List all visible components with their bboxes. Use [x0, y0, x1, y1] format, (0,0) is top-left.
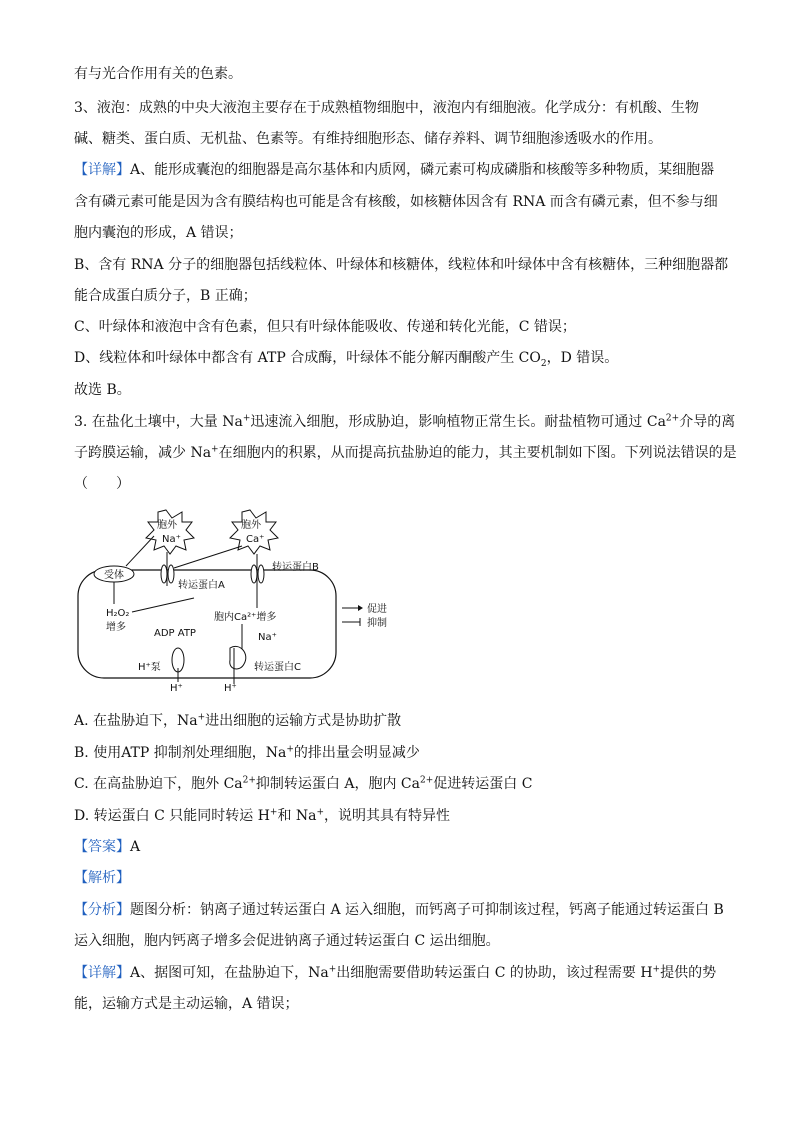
h2o2-label: H₂O₂: [106, 608, 130, 619]
legend-inhibit-label: 抑制: [367, 618, 387, 629]
question-3: 子跨膜运输，减少 Na+在细胞内的积累，从而提高抗盐胁迫的能力，其主要机制如下图。下列说法错误的是: [74, 444, 737, 461]
text-line: 3、液泡：成熟的中央大液泡主要存在于成熟植物细胞中，液泡内有细胞液。化学成分：有机酸、生物: [74, 100, 699, 116]
ca-label: Ca⁺: [246, 534, 265, 545]
outside-na-burst: [146, 510, 194, 554]
option-b: B. 使用ATP 抑制剂处理细胞，Na+的排出量会明显减少: [74, 744, 420, 761]
text-line: 含有磷元素可能是因为含有膜结构也可能是含有核酸，如核糖体因含有 RNA 而含有磷元素，但不参与细: [74, 194, 718, 210]
text-line: C、叶绿体和液泡中含有色素，但只有叶绿体能吸收、传递和转化光能，C 错误；: [74, 319, 576, 335]
legend-promote-head: [358, 605, 363, 611]
text-line: 能合成蛋白质分子，B 正确；: [74, 288, 257, 304]
h-label-1: H⁺: [170, 683, 183, 693]
arrow-h2o2-promote: [132, 598, 194, 612]
analysis-heading: 【解析】: [74, 870, 130, 886]
answer-line: 【答案】A: [74, 839, 141, 855]
diagram-svg: [74, 508, 394, 693]
na-in-label: Na⁺: [258, 632, 277, 643]
text-line: 胞内囊泡的形成，A 错误；: [74, 225, 243, 241]
protein-c: [230, 646, 246, 669]
na-label: Na⁺: [162, 534, 181, 545]
legend-promote-label: 促进: [367, 604, 387, 615]
h2o2-more-label: 增多: [106, 622, 126, 633]
arrow-na-receptor: [126, 536, 154, 566]
option-a: A. 在盐胁迫下，Na+进出细胞的运输方式是协助扩散: [74, 712, 402, 729]
adp-atp-label: ADP ATP: [154, 628, 196, 639]
receptor-label: 受体: [104, 570, 124, 581]
protein-b-right: [258, 565, 264, 583]
text-line: 【详解】A、能形成囊泡的细胞器是高尔基体和内质网，磷元素可构成磷脂和核酸等多种物质，某细胞器: [74, 162, 715, 178]
ion-transport-diagram: [74, 508, 394, 693]
text-line: D、线粒体和叶绿体中都含有 ATP 合成酶，叶绿体不能分解丙酮酸产生 $CO_2$，D 错误。: [74, 350, 619, 369]
protein-a-right: [168, 565, 174, 583]
protein-a-label: 转运蛋白A: [178, 580, 225, 591]
detail-line: 【详解】A、据图可知，在盐胁迫下，Na+出细胞需要借助转运蛋白 C 的协助，该过程需要 H+提供的势: [74, 964, 717, 981]
text-line: 故选 B。: [74, 382, 131, 398]
outside-label-ca: 胞外: [241, 520, 261, 531]
detail-line: 能，运输方式是主动运输，A 错误；: [74, 996, 299, 1012]
question-3: 3. 在盐化土壤中，大量 Na+迅速流入细胞，形成胁迫，影响植物正常生长。耐盐植物可通过 $Ca^{2+}$介导的离: [74, 413, 736, 430]
protein-c-label: 转运蛋白C: [254, 662, 301, 673]
outside-label-na: 胞外: [157, 520, 177, 531]
protein-b-label: 转运蛋白B: [272, 562, 319, 573]
text-line: 碱、糖类、蛋白质、无机盐、色素等。有维持细胞形态、储存养料、调节细胞渗透吸水的作用。: [74, 131, 662, 147]
option-d: D. 转运蛋白 C 只能同时转运 H+和 Na+，说明其具有特异性: [74, 807, 451, 824]
analysis-line: 【分析】题图分析：钠离子通过转运蛋白 A 运入细胞，而钙离子可抑制该过程，钙离子能通过转运蛋白 B: [74, 902, 724, 918]
protein-a-left: [161, 565, 167, 583]
protein-b-left: [251, 565, 257, 583]
question-3-blank: （ ）: [74, 476, 130, 492]
h-pump-label: H⁺泵: [138, 662, 161, 673]
ca-inside-label: 胞内Ca²⁺增多: [214, 612, 277, 623]
option-c: C. 在高盐胁迫下，胞外 $Ca^{2+}$抑制转运蛋白 A，胞内 $Ca^{2+}$促进转运蛋白 C: [74, 775, 533, 792]
analysis-line: 运入细胞，胞内钙离子增多会促进钠离子通过转运蛋白 C 运出细胞。: [74, 933, 500, 949]
text-line: B、含有 RNA 分子的细胞器包括线粒体、叶绿体和核糖体，线粒体和叶绿体中含有核糖体，三种细胞器都: [74, 257, 729, 273]
h-label-2: H⁺: [224, 683, 237, 693]
text-line: 有与光合作用有关的色素。: [74, 66, 242, 82]
